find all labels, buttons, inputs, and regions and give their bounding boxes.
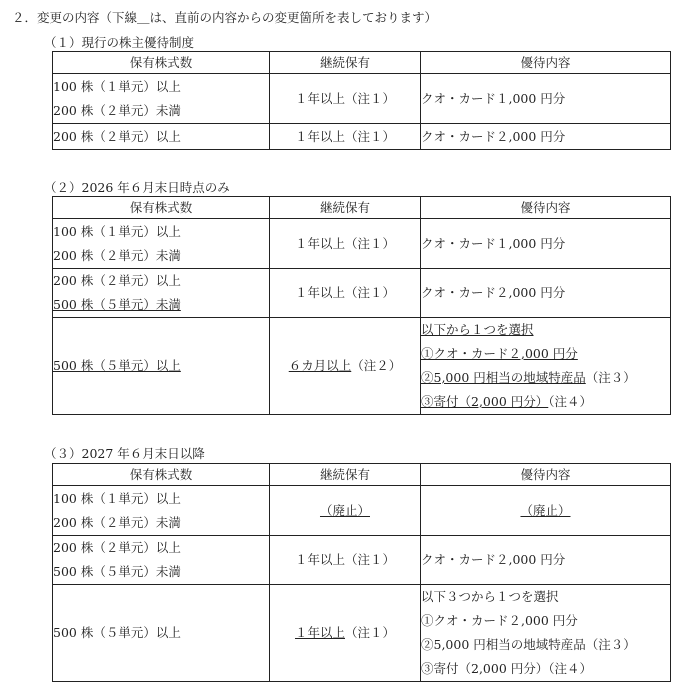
- shares-cell: 200 株（２単元）以上 500 株（５単元）未満: [53, 269, 270, 318]
- period-cell: １年以上（注１）: [270, 269, 421, 318]
- table-row: [53, 219, 671, 269]
- table-row: [53, 74, 671, 124]
- period-cell: １年以上（注１）: [270, 124, 421, 150]
- section-heading: ２．変更の内容（下線＿は、直前の内容からの変更箇所を表しております）: [12, 10, 438, 25]
- shares-cell: 200 株（２単元）以上 500 株（５単元）未満: [53, 536, 270, 585]
- benefit-cell: 以下３つから１つを選択 ①クオ・カード２,000 円分 ②5,000 円相当の地域特産品（注３） ③寄付（2,000 円分）（注４）: [421, 585, 671, 682]
- benefit-cell: クオ・カード２,000 円分: [421, 269, 671, 318]
- header-period: 継続保有: [270, 464, 421, 486]
- table-row: [53, 536, 671, 585]
- table-row: [53, 269, 671, 318]
- benefit-cell: クオ・カード２,000 円分: [421, 124, 671, 150]
- period-cell: １年以上（注１）: [270, 219, 421, 269]
- table-row: [53, 585, 671, 682]
- period-cell: （廃止）: [270, 486, 421, 536]
- header-benefit: 優待内容: [421, 52, 671, 74]
- shares-cell: 100 株（１単元）以上 200 株（２単元）未満: [53, 486, 270, 536]
- header-shares: 保有株式数: [53, 52, 270, 74]
- benefit-cell: クオ・カード１,000 円分: [421, 219, 671, 269]
- header-benefit: 優待内容: [421, 464, 671, 486]
- period-cell: １年以上（注１）: [270, 536, 421, 585]
- table-header-row: [53, 52, 671, 74]
- shares-cell: 200 株（２単元）以上: [53, 124, 270, 150]
- header-period: 継続保有: [270, 197, 421, 219]
- benefit-cell: クオ・カード１,000 円分: [421, 74, 671, 124]
- table-row: [53, 124, 671, 150]
- table-row: [53, 318, 671, 415]
- section3-title: （３）2027 年６月末日以降: [44, 446, 205, 461]
- header-shares: 保有株式数: [53, 464, 270, 486]
- header-benefit: 優待内容: [421, 197, 671, 219]
- header-shares: 保有株式数: [53, 197, 270, 219]
- shares-cell: 100 株（１単元）以上 200 株（２単元）未満: [53, 219, 270, 269]
- table-row: [53, 486, 671, 536]
- current-benefit-table: [52, 51, 671, 150]
- benefit-cell: 以下から１つを選択 ①クオ・カード２,000 円分 ②5,000 円相当の地域特産品（注３） ③寄付（2,000 円分）（注４）: [421, 318, 671, 415]
- period-cell: １年以上（注１）: [270, 74, 421, 124]
- table-header-row: [53, 197, 671, 219]
- benefit-cell: クオ・カード２,000 円分: [421, 536, 671, 585]
- section1-title: （１）現行の株主優待制度: [44, 35, 195, 50]
- benefit-cell: （廃止）: [421, 486, 671, 536]
- period-cell: １年以上（注１）: [270, 585, 421, 682]
- table-header-row: [53, 464, 671, 486]
- section2-title: （２）2026 年６月末日時点のみ: [44, 180, 230, 195]
- june-2026-benefit-table: [52, 196, 671, 415]
- header-period: 継続保有: [270, 52, 421, 74]
- shares-cell: 500 株（５単元）以上: [53, 318, 270, 415]
- june-2027-benefit-table: [52, 463, 671, 682]
- shares-cell: 500 株（５単元）以上: [53, 585, 270, 682]
- shares-cell: 100 株（１単元）以上 200 株（２単元）未満: [53, 74, 270, 124]
- period-cell: ６カ月以上（注２）: [270, 318, 421, 415]
